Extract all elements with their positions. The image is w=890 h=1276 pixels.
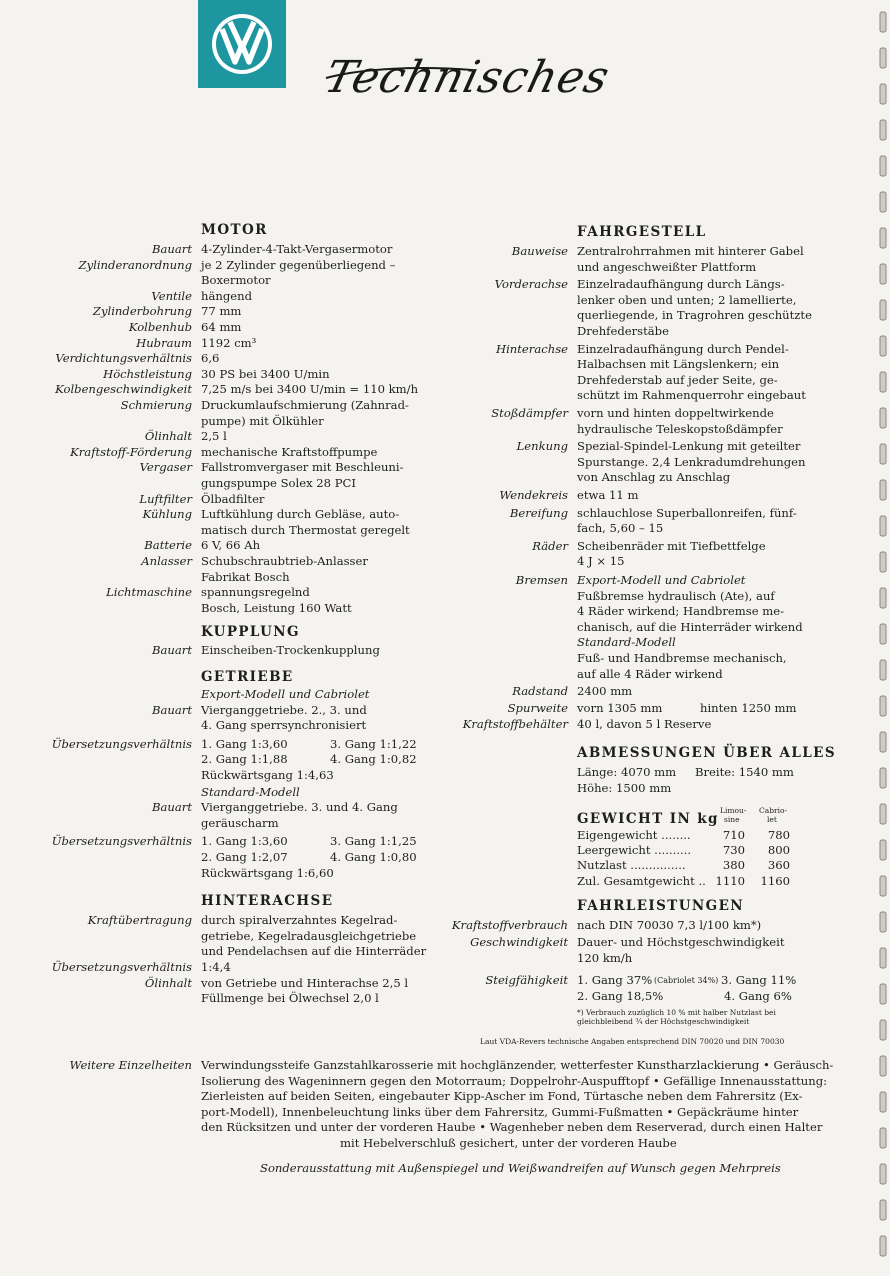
weight-label: Nutzlast ...............: [577, 858, 686, 873]
spec-value: 4 Räder wirkend; Handbremse me-: [577, 604, 785, 619]
weight-value: 780: [767, 828, 790, 843]
weight-value: 730: [722, 843, 745, 858]
spec-label: Stoßdämpfer: [491, 406, 568, 420]
subheading-export: Export-Modell und Cabriolet: [201, 687, 370, 701]
spec-value: von Getriebe und Hinterachse 2,5 l: [201, 975, 409, 990]
spec-value: Luftkühlung durch Gebläse, auto-: [201, 507, 400, 522]
ratio: 3. Gang 1:1,22: [330, 736, 417, 751]
spec-label: Übersetzungsverhältnis: [51, 834, 192, 849]
spec-value: Drehfederstab auf jeder Seite, ge-: [577, 372, 778, 387]
spec-value: Dauer- und Höchstgeschwindigkeit: [577, 935, 785, 950]
spec-value: Fußbremse hydraulisch (Ate), auf: [577, 588, 775, 603]
spec-value: matisch durch Thermostat geregelt: [201, 522, 410, 537]
ratio: 3. Gang 1:1,25: [330, 834, 417, 849]
spec-label: Geschwindigkeit: [470, 935, 568, 950]
spec-label: Höchstleistung: [103, 366, 192, 381]
spec-label: Bereifung: [509, 505, 568, 520]
spec-label: Bauart: [151, 643, 192, 658]
spec-label: Räder: [532, 538, 568, 553]
spec-value: Scheibenräder mit Tiefbettfelge: [577, 538, 766, 553]
spec-value: Halbachsen mit Längslenkern; ein: [577, 357, 780, 372]
ratio: 1. Gang 1:3,60: [201, 736, 288, 751]
spec-value: mechanische Kraftstoffpumpe: [201, 444, 378, 459]
spec-value: lenker oben und unten; 2 lamellierte,: [577, 292, 797, 307]
spec-label: Kraftübertragung: [87, 913, 192, 928]
binding-ring: [880, 372, 886, 392]
section-heading-fahrgestell: FAHRGESTELL: [577, 224, 707, 240]
spec-value: je 2 Zylinder gegenüberliegend –: [201, 257, 396, 272]
binding-ring: [880, 696, 886, 716]
spec-value: Einscheiben-Trockenkupplung: [201, 643, 380, 658]
spec-label: Kraftstoff-Förderung: [70, 444, 192, 459]
binding-ring: [880, 1164, 886, 1184]
vw-logo: [198, 0, 286, 88]
binding-ring: [880, 840, 886, 860]
detail-line: Isolierung des Wageninnern gegen den Motorraum; Doppelrohr-Auspufftopf • Gefällige Innenausstattung:: [201, 1073, 828, 1088]
ratio: Rückwärtsgang 1:4,63: [201, 768, 334, 782]
binding-ring: [880, 732, 886, 752]
subheading-standard: Standard-Modell: [577, 635, 676, 650]
binding-ring: [880, 1128, 886, 1148]
binding-ring: [880, 120, 886, 140]
binding-ring: [880, 1236, 886, 1256]
detail-line: Verwindungssteife Ganzstahlkarosserie mit hochglänzender, wetterfester Kunstharzlackierung • Geräusch-: [201, 1058, 834, 1072]
spec-label: Zylinderanordnung: [78, 257, 192, 272]
binding-ring: [880, 408, 886, 428]
spec-value: 2400 mm: [577, 684, 633, 699]
binding-ring: [880, 516, 886, 536]
binding-ring: [880, 1200, 886, 1220]
spec-value: Ölbadfilter: [201, 491, 265, 506]
spec-value: spannungsregelnd: [201, 585, 310, 600]
weight-label: Zul. Gesamtgewicht ..: [577, 873, 706, 888]
spec-value: querliegende, in Tragrohren geschützte: [577, 308, 812, 323]
spec-value: geräuscharm: [201, 815, 279, 830]
spec-value: Breite: 1540 mm: [695, 765, 794, 779]
binding-ring: [880, 768, 886, 788]
binding-ring: [880, 624, 886, 644]
binding-ring: [880, 228, 886, 248]
spec-label: Steigfähigkeit: [485, 973, 568, 988]
spec-label: Luftfilter: [139, 491, 192, 506]
column-header: let: [767, 815, 777, 825]
subheading-export: Export-Modell und Cabriolet: [577, 573, 746, 587]
spec-value: 4. Gang sperrsynchronisiert: [201, 718, 367, 733]
spec-value: 4. Gang 6%: [724, 989, 792, 1003]
spec-value: hängend: [201, 288, 253, 303]
spec-value: gungspumpe Solex 28 PCI: [201, 476, 356, 490]
spec-value: Einzelradaufhängung durch Pendel-: [577, 341, 789, 356]
weight-value: 710: [722, 828, 745, 843]
weight-value: 360: [767, 858, 790, 873]
spec-value: Spezial-Spindel-Lenkung mit geteilter: [577, 439, 801, 454]
spec-label: Anlasser: [141, 554, 192, 568]
spec-label: Zylinderbohrung: [92, 304, 192, 319]
spec-label: Vergaser: [139, 460, 192, 475]
spec-label: Lichtmaschine: [106, 585, 192, 600]
vda-note: Laut VDA-Revers technische Angaben entsprechend DIN 70020 und DIN 70030: [480, 1036, 785, 1046]
column-header: Cabrio-: [759, 806, 788, 816]
spec-label: Kühlung: [142, 507, 192, 522]
section-heading-abmessungen: ABMESSUNGEN ÜBER ALLES: [577, 745, 836, 761]
spec-value: Fuß- und Handbremse mechanisch,: [577, 651, 787, 665]
weight-value: 1160: [760, 873, 790, 888]
binding-ring: [880, 444, 886, 464]
spec-value: und Pendelachsen auf die Hinterräder: [201, 944, 427, 959]
detail-line: den Rücksitzen und unter der vorderen Haube • Wagenheber neben dem Reserverad, durch einen Halter: [201, 1120, 823, 1135]
spec-value: Fallstromvergaser mit Beschleuni-: [201, 460, 404, 475]
binding-ring: [880, 1092, 886, 1112]
spec-value: Füllmenge bei Ölwechsel 2,0 l: [201, 991, 379, 1006]
binding-ring: [880, 912, 886, 932]
spec-label: Kolbenhub: [128, 320, 192, 334]
weight-value: 1110: [715, 873, 745, 888]
spec-value: Länge: 4070 mm: [577, 765, 677, 779]
spec-value: fach, 5,60 – 15: [577, 521, 664, 536]
spec-value: hinten 1250 mm: [700, 700, 797, 715]
spec-value: Höhe: 1500 mm: [577, 780, 672, 795]
spec-label: Hinterachse: [495, 341, 568, 356]
binding-ring: [880, 336, 886, 356]
spec-label: Übersetzungsverhältnis: [51, 960, 192, 974]
spec-value: 1. Gang 37%: [577, 973, 653, 988]
ratio: 2. Gang 1:1,88: [201, 752, 288, 767]
spec-value: Vierganggetriebe. 2., 3. und: [201, 702, 367, 717]
spec-value: 2. Gang 18,5%: [577, 989, 664, 1003]
weight-value: 800: [767, 843, 790, 858]
binding-ring: [880, 12, 886, 32]
spec-label: Radstand: [512, 684, 568, 699]
spec-value: und angeschweißter Plattform: [577, 259, 757, 274]
ratio: 2. Gang 1:2,07: [201, 850, 288, 864]
spec-label: Verdichtungsverhältnis: [55, 351, 192, 366]
spec-value: Schubschraubtrieb-Anlasser: [201, 554, 368, 568]
spec-label: Bauart: [151, 702, 192, 717]
spec-label: Übersetzungsverhältnis: [51, 736, 192, 751]
binding-ring: [880, 1020, 886, 1040]
detail-line: Zierleisten auf beiden Seiten, eingebauter Kipp-Ascher im Fond, Türtasche neben dem Fahrersitz (Ex-: [201, 1089, 803, 1104]
binding-edge: [878, 0, 890, 1276]
spec-value: von Anschlag zu Anschlag: [577, 470, 731, 485]
vw-emblem-icon: [198, 0, 286, 88]
spec-value: 1192 cm³: [201, 335, 257, 350]
spec-value: schützt im Rahmenquerrohr eingebaut: [577, 388, 806, 403]
binding-ring: [880, 948, 886, 968]
spec-value: pumpe) mit Ölkühler: [201, 413, 324, 428]
spec-value: schlauchlose Superballonreifen, fünf-: [577, 505, 797, 520]
spec-value: durch spiralverzahntes Kegelrad-: [201, 913, 398, 928]
ratio: 1. Gang 1:3,60: [201, 834, 288, 849]
binding-ring: [880, 552, 886, 572]
spec-value: Zentralrohrrahmen mit hinterer Gabel: [577, 244, 804, 258]
spec-label: Bremsen: [515, 573, 568, 587]
spec-label: Spurweite: [507, 700, 568, 715]
spec-value: Fabrikat Bosch: [201, 569, 290, 584]
spec-value: getriebe, Kegelradausgleichgetriebe: [201, 928, 417, 943]
footnote: *) Verbrauch zuzüglich 10 % mit halber Nutzlast bei: [577, 1007, 776, 1017]
subheading-standard: Standard-Modell: [201, 784, 300, 799]
spec-label: Bauart: [151, 242, 192, 256]
spec-label: Hubraum: [136, 335, 192, 350]
spec-label: Ölinhalt: [144, 429, 192, 444]
binding-ring: [880, 84, 886, 104]
binding-ring: [880, 192, 886, 212]
spec-value: 4 J × 15: [577, 554, 625, 569]
section-heading-hinterachse: HINTERACHSE: [201, 893, 334, 910]
spec-label: Kraftstoffverbrauch: [451, 917, 568, 932]
spec-value: 64 mm: [201, 320, 242, 334]
spec-value: vorn und hinten doppeltwirkende: [577, 406, 774, 420]
spec-value: hydraulische Teleskopstoßdämpfer: [577, 421, 783, 436]
section-heading-kupplung: KUPPLUNG: [201, 624, 300, 641]
binding-ring: [880, 156, 886, 176]
binding-ring: [880, 984, 886, 1004]
spec-label: Ventile: [151, 288, 192, 303]
spec-value: 4-Zylinder-4-Takt-Vergasermotor: [201, 242, 393, 256]
spec-value: chanisch, auf die Hinterräder wirkend: [577, 619, 803, 634]
spec-label: Batterie: [144, 538, 192, 553]
spec-label: Bauart: [151, 800, 192, 815]
spec-value: 7,25 m/s bei 3400 U/min = 110 km/h: [201, 382, 419, 397]
spec-value: 3. Gang 11%: [721, 973, 797, 988]
spec-value: Bosch, Leistung 160 Watt: [201, 600, 352, 615]
ratio: 4. Gang 1:0,82: [330, 752, 417, 767]
spec-label: Kolbengeschwindigkeit: [55, 382, 192, 397]
spec-value: Drehfederstäbe: [577, 324, 669, 338]
spec-value: 30 PS bei 3400 U/min: [201, 366, 330, 381]
binding-ring: [880, 876, 886, 896]
spec-value: 1:4,4: [201, 960, 231, 974]
binding-ring: [880, 264, 886, 284]
spec-value: 120 km/h: [577, 950, 633, 965]
detail-line: port-Modell), Innenbeleuchtung links über dem Fahrersitz, Gummi-Fußmatten • Gepäckräume hinter: [201, 1104, 799, 1119]
spec-label: Kraftstoffbehälter: [462, 717, 568, 732]
section-heading-fahrleistungen: FAHRLEISTUNGEN: [577, 897, 745, 914]
section-heading-motor: MOTOR: [201, 222, 268, 238]
spec-value: Spurstange. 2,4 Lenkradumdrehungen: [577, 454, 806, 469]
spec-label: Vorderachse: [494, 277, 568, 292]
ratio: Rückwärtsgang 1:6,60: [201, 865, 334, 880]
spec-value: Einzelradaufhängung durch Längs-: [577, 277, 785, 292]
spec-value: vorn 1305 mm: [577, 700, 663, 715]
binding-ring: [880, 1056, 886, 1076]
spec-value: (Cabriolet 34%): [654, 976, 719, 986]
section-heading-gewicht: GEWICHT IN kg: [577, 811, 719, 828]
column-header: sine: [724, 815, 740, 825]
spec-value: 40 l, davon 5 l Reserve: [577, 717, 712, 732]
weight-value: 380: [722, 858, 745, 873]
weight-label: Leergewicht ..........: [577, 843, 692, 858]
footnote: gleichbleibend ¾ der Höchstgeschwindigkeit: [577, 1016, 750, 1026]
spec-value: Boxermotor: [201, 273, 271, 288]
weight-label: Eigengewicht ........: [577, 828, 691, 843]
binding-ring: [880, 804, 886, 824]
spec-label: Lenkung: [516, 439, 568, 454]
spec-label: Bauweise: [511, 244, 568, 258]
binding-ring: [880, 660, 886, 680]
section-heading-getriebe: GETRIEBE: [201, 669, 294, 685]
binding-ring: [880, 300, 886, 320]
spec-value: 6,6: [201, 351, 220, 366]
spec-value: 6 V, 66 Ah: [201, 538, 261, 553]
spec-label: Wendekreis: [499, 488, 568, 502]
spec-label: Weitere Einzelheiten: [69, 1058, 192, 1072]
column-header: Limou-: [720, 806, 747, 816]
binding-ring: [880, 588, 886, 608]
spec-value: Vierganggetriebe. 3. und 4. Gang: [201, 800, 398, 815]
spec-label: Schmierung: [120, 398, 192, 412]
spec-value: 2,5 l: [201, 429, 227, 444]
spec-value: etwa 11 m: [577, 488, 639, 502]
detail-line: mit Hebelverschluß gesichert, unter der vorderen Haube: [340, 1136, 677, 1150]
special-equipment: Sonderausstattung mit Außenspiegel und Weißwandreifen auf Wunsch gegen Mehrpreis: [260, 1160, 781, 1175]
ratio: 4. Gang 1:0,80: [330, 850, 417, 864]
binding-ring: [880, 48, 886, 68]
spec-value: 77 mm: [201, 304, 242, 319]
spec-value: auf alle 4 Räder wirkend: [577, 666, 723, 681]
binding-ring: [880, 480, 886, 500]
spec-label: Ölinhalt: [144, 975, 192, 990]
spec-value: nach DIN 70030 7,3 l/100 km*): [577, 917, 762, 932]
spec-value: Druckumlaufschmierung (Zahnrad-: [201, 398, 409, 412]
page-title: Technisches: [319, 52, 615, 103]
